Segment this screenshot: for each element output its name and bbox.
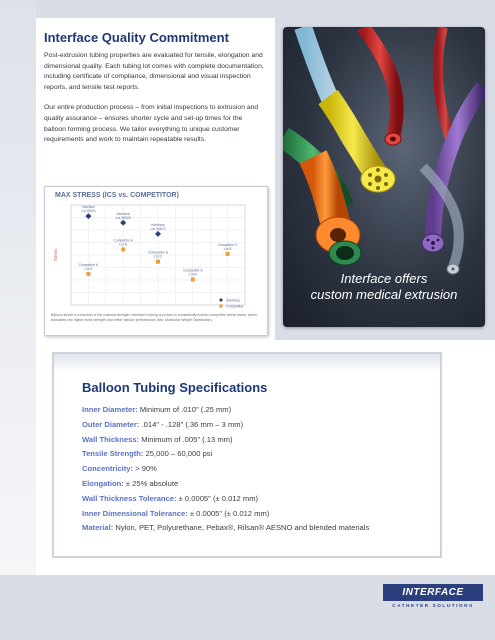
- chart-title: MAX STRESS (ICS vs. COMPETITOR): [55, 192, 179, 199]
- spec-label: Concentricity:: [82, 464, 134, 474]
- spec-label: Elongation:: [82, 478, 124, 488]
- spec-row: [82, 521, 422, 536]
- specs-title: Balloon Tubing Specifications: [82, 380, 268, 395]
- spec-value: > 90%: [133, 464, 157, 474]
- spec-row: [82, 447, 422, 462]
- quality-section: [44, 30, 266, 156]
- spec-label: Inner Diameter:: [82, 405, 138, 414]
- chart-point-interface: [85, 213, 91, 219]
- chart-legend-label: Interface: [226, 298, 240, 303]
- chart-point-label: Competitor A Lot A: [78, 262, 99, 271]
- specs-content: [82, 380, 422, 536]
- chart-point-label: Competitor A Lot B: [113, 238, 134, 247]
- spec-row: [82, 433, 422, 448]
- interface-logo: [383, 584, 483, 612]
- spec-row: [82, 462, 422, 477]
- logo-wordmark: INTERFACE: [383, 584, 483, 601]
- chart-point-label: Competitor C Lot B: [217, 242, 238, 251]
- chart-legend-marker: [219, 298, 223, 302]
- spec-row: [82, 403, 422, 418]
- quality-title: Interface Quality Commitment: [44, 30, 229, 45]
- chart-point-competitor: [86, 272, 90, 276]
- left-side-band: [0, 0, 36, 640]
- spec-value: ± 0.0005" (± 0.012 mm): [187, 508, 270, 518]
- chart-point-competitor: [191, 277, 195, 281]
- spec-label: Material:: [82, 523, 114, 533]
- photo-caption: [283, 271, 485, 303]
- chart-legend-marker: [219, 304, 222, 307]
- spec-value: Nylon, PET, Polyurethane, Pebax®, Rilsan® AESNO and blended materials: [113, 523, 370, 533]
- chart-point-label: Competitor B Lot C: [148, 250, 168, 259]
- spec-label: Outer Diameter:: [82, 419, 140, 429]
- specs-list: [82, 403, 422, 536]
- spec-row: [82, 477, 422, 492]
- spec-row: [82, 418, 422, 433]
- chart-y-axis-label: Stress: [53, 248, 58, 262]
- chart-point-competitor: [156, 260, 160, 264]
- chart-point-competitor: [121, 247, 125, 251]
- photo-caption-line-2: custom medical extrusion: [310, 287, 458, 302]
- chart-legend-label: Competitor: [226, 304, 244, 309]
- spec-label: Inner Dimensional Tolerance:: [82, 508, 188, 518]
- chart-footnote: Balloon stress is a function of the material strength. Interface's tubing is proven to consistently exceed competitor stress levels, which translates into higher burst strength and better balloon performance (Mw: Molecular Weight Distribution).: [51, 313, 257, 322]
- chart-point-label: Interface Lot 25526: [115, 211, 131, 220]
- top-band: [0, 0, 495, 18]
- chart-point-competitor: [226, 252, 230, 256]
- spec-value: Minimum of .010" (.25 mm): [137, 405, 232, 414]
- spec-label: Wall Thickness:: [82, 434, 140, 444]
- spec-row: [82, 507, 422, 522]
- quality-paragraph-2: Our entire production process – from initial inspections to extrusion and quality assurance – ensures shorter cycle and set-up times for the balloon forming process. We tailor everything to unique customer requirements and work to maintain repeatable results.: [44, 104, 259, 144]
- spec-row: [82, 492, 422, 507]
- specs-box: [52, 352, 442, 558]
- quality-paragraph-1: Post-extrusion tubing properties are evaluated for tensile, elongation and dimensional quality. Each tubing lot comes with complete documentation, including certificate of compliance, dimensional and visual inspection reports, and tensile test reports.: [44, 52, 264, 91]
- spec-label: Wall Thickness Tolerance:: [82, 493, 177, 503]
- spec-value: 25,000 – 60,000 psi: [143, 449, 213, 459]
- spec-value: Minimum of .005" (.13 mm): [139, 434, 233, 444]
- spec-value: ± 0.0005" (± 0.012 mm): [176, 493, 259, 503]
- photo-caption-line-1: Interface offers: [340, 271, 428, 286]
- logo-tagline: CATHETER SOLUTIONS: [392, 603, 474, 608]
- spec-value: .014" - .128" (.36 mm – 3 mm): [139, 419, 244, 429]
- chart-point-interface: [155, 231, 161, 237]
- chart-point-label: Interface Lot 15001: [80, 205, 96, 214]
- spec-value: ± 25% absolute: [123, 478, 179, 488]
- tubing-photo: [283, 27, 485, 327]
- max-stress-chart: [44, 186, 268, 336]
- chart-point-label: Competitor A Lot A: [182, 268, 203, 277]
- chart-point-label: Interface Lot 34670: [150, 222, 166, 231]
- specs-box-header-band: [54, 354, 440, 372]
- chart-point-interface: [120, 220, 126, 226]
- spec-label: Tensile Strength:: [82, 449, 144, 459]
